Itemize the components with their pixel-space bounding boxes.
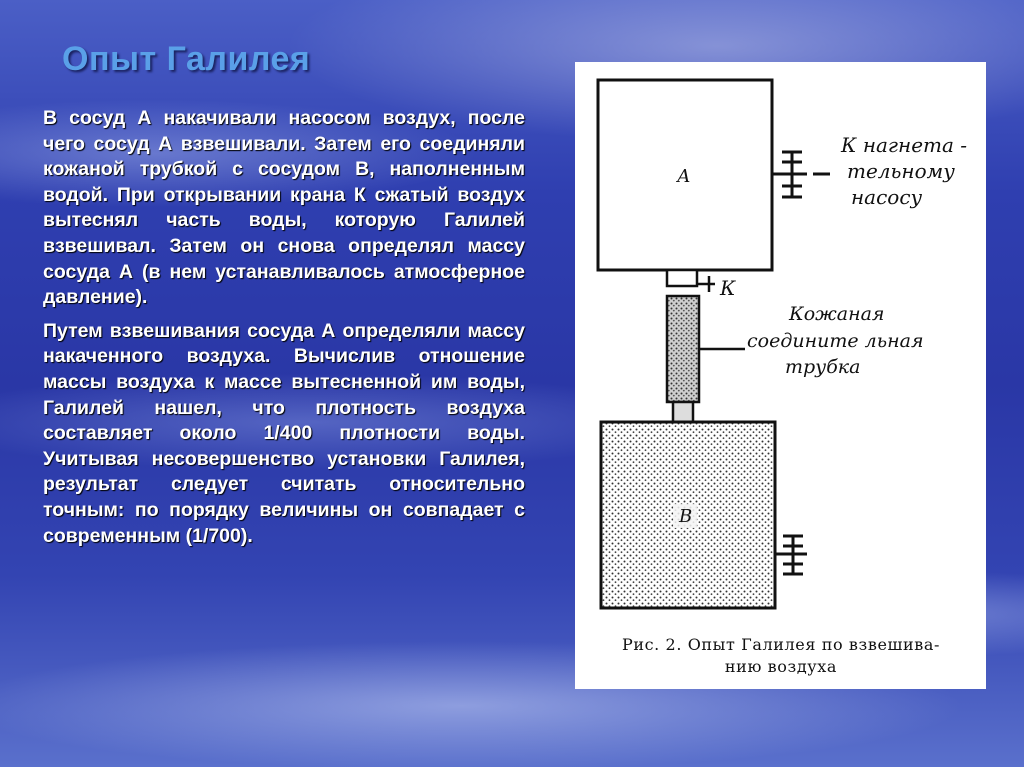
pump-label: К нагнета - тельному насосу (841, 133, 968, 209)
valve-k-icon (697, 276, 715, 292)
galileo-apparatus-diagram (575, 62, 986, 689)
figure-caption (581, 634, 981, 678)
vessel-b-label: В (679, 506, 693, 527)
paragraph-1: В сосуд А накачивали насосом воздух, после чего сосуд А взвешивали. Затем его соединяли кожаной трубкой с сосудом В, наполненным водой. При открывании крана К сжатый воздух вытеснял часть воды, которую Галилей взвешивал. Затем он снова определял массу сосуда А (в нем устанавливалось атмосферное давление). (43, 107, 525, 309)
caption-line-1: Рис. 2. Опыт Галилея по взвешива- (621, 635, 941, 654)
caption-line-2: нию воздуха (724, 657, 838, 676)
paragraph-2: Путем взвешивания сосуда А определяли массу накаченного воздуха. Вычислив отношение массы воздуха к массе вытесненной им воды, Галилей нашел, что плотность воздуха составляет около 1/400 плотности воды. Учитывая несовершенство установки Галилея, результат следует считать относительно точным: по порядку величины он совпадает с современным (1/700). (43, 319, 525, 547)
drain-valve-icon (775, 536, 807, 574)
valve-k-label: К (720, 276, 736, 300)
connector-top (667, 270, 697, 286)
figure-panel (575, 62, 986, 689)
slide-title: Опыт Галилея (62, 40, 311, 78)
slide-text (43, 106, 525, 557)
pump-valve-icon (772, 152, 830, 197)
leather-tube (667, 296, 699, 402)
tube-label: Кожаная соедините льная трубка (747, 303, 924, 378)
connector-bottom (673, 402, 693, 422)
vessel-a-label: А (677, 166, 691, 187)
